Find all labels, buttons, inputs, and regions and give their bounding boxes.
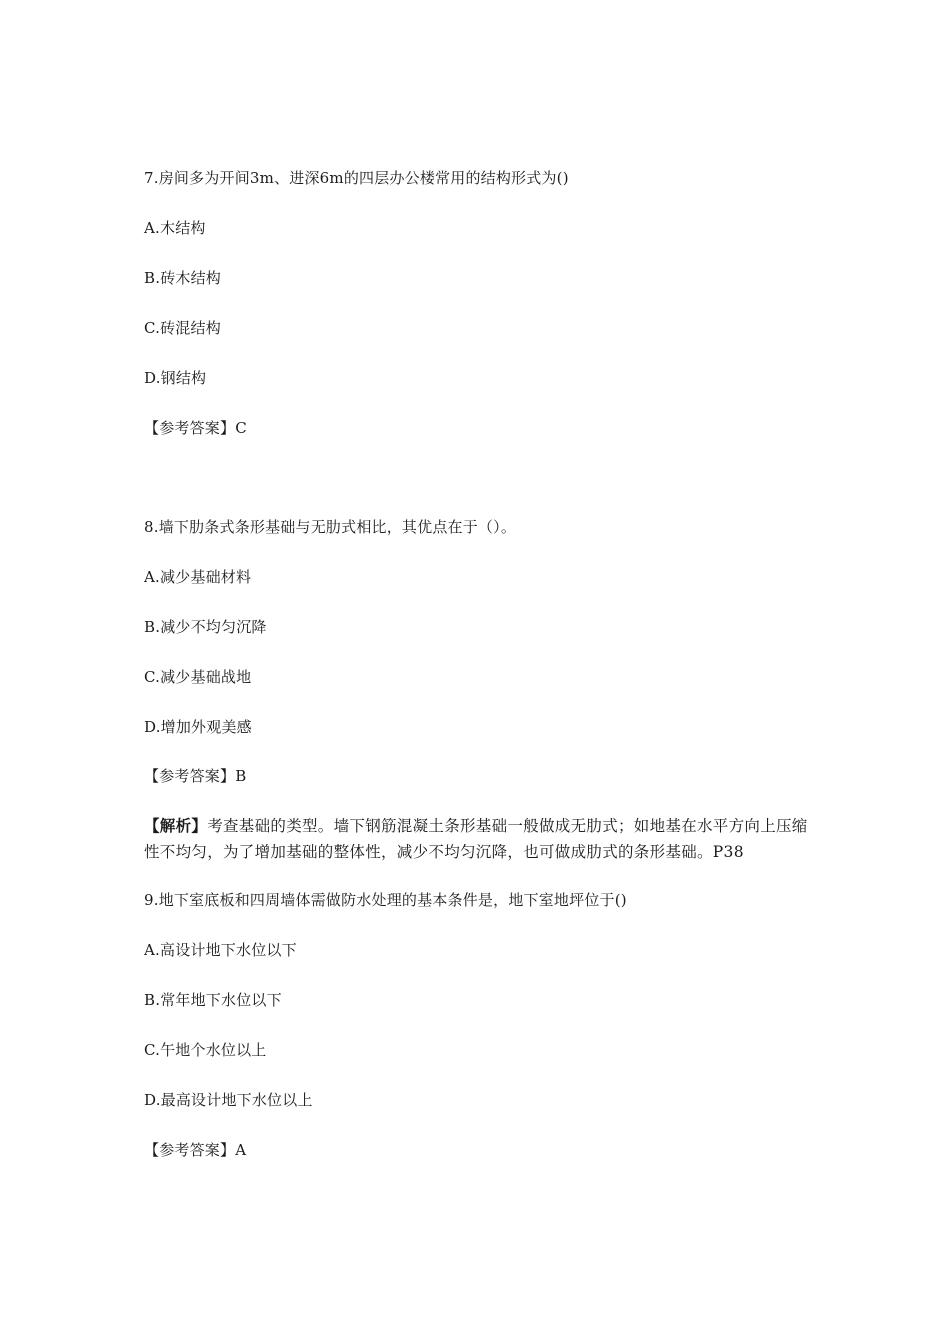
- question-7-option-c: C.砖混结构: [144, 319, 221, 337]
- analysis-text: 考查基础的类型。墙下钢筋混凝土条形基础一般做成无肋式；如地基在水平方向上压缩性不均匀，为了增加基础的整体性，减少不均匀沉降，也可做成肋式的条形基础。P38: [144, 817, 808, 861]
- question-7-option-a: A.木结构: [144, 219, 206, 237]
- question-9-option-b: B.常年地下水位以下: [144, 991, 282, 1009]
- question-9-option-a: A.高设计地下水位以下: [144, 941, 297, 959]
- question-7-stem: 7.房间多为开间3m、进深6m的四层办公楼常用的结构形式为(): [144, 169, 569, 187]
- question-9-answer: 【参考答案】A: [144, 1141, 247, 1159]
- question-7-option-d: D.钢结构: [144, 369, 207, 387]
- question-9-option-d: D.最高设计地下水位以上: [144, 1091, 313, 1109]
- analysis-label: 【解析】: [144, 816, 208, 835]
- question-7-option-b: B.砖木结构: [144, 269, 221, 287]
- question-8-option-b: B.减少不均匀沉降: [144, 618, 267, 636]
- question-7-answer: 【参考答案】C: [144, 419, 247, 437]
- question-8-analysis: [144, 813, 814, 865]
- question-8-stem: 8.墙下肋条式条形基础与无肋式相比，其优点在于（）。: [144, 518, 517, 536]
- question-9-option-c: C.午地个水位以上: [144, 1041, 267, 1059]
- question-8-option-a: A.减少基础材料: [144, 568, 252, 586]
- question-9-stem: 9.地下室底板和四周墙体需做防水处理的基本条件是，地下室地坪位于(): [144, 891, 627, 909]
- question-8-option-c: C.减少基础战地: [144, 668, 252, 686]
- question-8-answer: 【参考答案】B: [144, 767, 247, 785]
- question-8-option-d: D.增加外观美感: [144, 718, 252, 736]
